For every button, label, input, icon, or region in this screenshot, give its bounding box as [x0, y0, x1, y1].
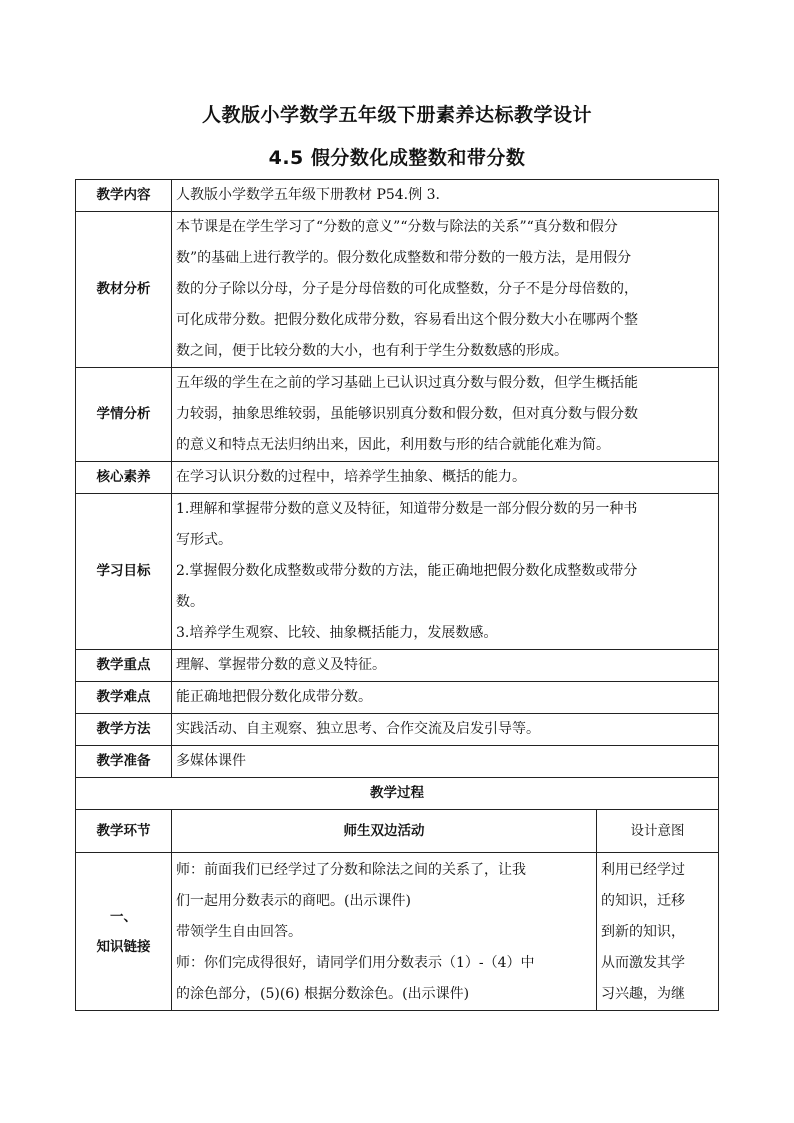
process-title: 教学过程 — [76, 778, 719, 810]
row-content — [172, 180, 719, 212]
content-line: 可化成带分数。把假分数化成带分数，容易看出这个假分数大小在哪两个整 — [176, 312, 638, 328]
row-label: 教学重点 — [76, 650, 172, 682]
info-row — [76, 494, 719, 650]
activity-cell — [172, 853, 597, 1011]
row-content — [172, 650, 719, 682]
content-line: 2.掌握假分数化成整数或带分数的方法，能正确地把假分数化成整数或带分 — [176, 563, 638, 579]
row-label: 教学准备 — [76, 746, 172, 778]
content-line: 人教版小学数学五年级下册教材 P54.例 3. — [176, 187, 440, 203]
content-line: 数”的基础上进行教学的。假分数化成整数和带分数的一般方法，是用假分 — [176, 250, 632, 266]
row-label: 教学方法 — [76, 714, 172, 746]
stage-number: 一、 — [110, 908, 137, 925]
content-line: 1.理解和掌握带分数的意义及特征，知道带分数是一部分假分数的另一种书 — [176, 501, 638, 517]
content-line: 3.培养学生观察、比较、抽象概括能力，发展数感。 — [176, 625, 498, 641]
activity-line: 师：前面我们已经学过了分数和除法之间的关系了，让我 — [176, 862, 526, 878]
document-title: 人教版小学数学五年级下册素养达标教学设计 — [201, 104, 592, 126]
row-content — [172, 682, 719, 714]
process-title-row — [76, 778, 719, 810]
row-content — [172, 462, 719, 494]
content-line: 五年级的学生在之前的学习基础上已认识过真分数与假分数，但学生概括能 — [176, 375, 638, 391]
intent-line: 习兴趣，为继 — [601, 986, 685, 1002]
header-activity: 师生双边活动 — [172, 810, 597, 853]
row-content — [172, 746, 719, 778]
lesson-plan-table — [75, 179, 719, 1011]
info-row — [76, 682, 719, 714]
stage-name: 知识链接 — [96, 938, 151, 955]
info-row — [76, 714, 719, 746]
intent-line: 从而激发其学 — [601, 955, 685, 971]
row-label: 学情分析 — [76, 368, 172, 462]
row-content — [172, 212, 719, 368]
content-line: 数的分子除以分母，分子是分母倍数的可化成整数，分子不是分母倍数的， — [176, 281, 638, 297]
stage-cell — [76, 853, 172, 1011]
info-row — [76, 368, 719, 462]
content-line: 数。 — [176, 594, 204, 610]
content-line: 数之间，便于比较分数的大小，也有利于学生分数数感的形成。 — [176, 343, 568, 359]
content-line: 的意义和特点无法归纳出来，因此，利用数与形的结合就能化难为简。 — [176, 437, 610, 453]
row-label: 教学内容 — [76, 180, 172, 212]
content-line: 理解、掌握带分数的意义及特征。 — [176, 657, 386, 673]
row-content — [172, 494, 719, 650]
row-label: 学习目标 — [76, 494, 172, 650]
content-line: 多媒体课件 — [176, 753, 246, 769]
intent-line: 的知识，迁移 — [601, 893, 685, 909]
activity-line: 带领学生自由回答。 — [176, 924, 302, 940]
activity-line: 师：你们完成得很好，请同学们用分数表示（1）-（4）中 — [176, 955, 535, 971]
intent-line: 利用已经学过 — [601, 862, 685, 878]
info-row — [76, 180, 719, 212]
content-line: 实践活动、自主观察、独立思考、合作交流及启发引导等。 — [176, 721, 540, 737]
info-row — [76, 746, 719, 778]
activity-line: 的涂色部分，(5)(6) 根据分数涂色。(出示课件) — [176, 986, 470, 1002]
row-label: 核心素养 — [76, 462, 172, 494]
header-intent: 设计意图 — [597, 810, 719, 853]
content-line: 力较弱，抽象思维较弱，虽能够识别真分数和假分数，但对真分数与假分数 — [176, 406, 638, 422]
content-line: 本节课是在学生学习了“分数的意义”“分数与除法的关系”“真分数和假分 — [176, 219, 618, 235]
content-line: 能正确地把假分数化成带分数。 — [176, 689, 372, 705]
activity-line: 们一起用分数表示的商吧。(出示课件) — [176, 893, 411, 909]
lesson-subtitle: 4.5 假分数化成整数和带分数 — [268, 147, 526, 169]
process-stage-row — [76, 853, 719, 1011]
content-line: 在学习认识分数的过程中，培养学生抽象、概括的能力。 — [176, 469, 526, 485]
intent-cell — [597, 853, 719, 1011]
content-line: 写形式。 — [176, 532, 232, 548]
info-row — [76, 650, 719, 682]
intent-line: 到新的知识， — [601, 924, 685, 940]
row-content — [172, 368, 719, 462]
row-content — [172, 714, 719, 746]
info-row — [76, 462, 719, 494]
header-stage: 教学环节 — [76, 810, 172, 853]
process-header-row — [76, 810, 719, 853]
info-row — [76, 212, 719, 368]
row-label: 教材分析 — [76, 212, 172, 368]
row-label: 教学难点 — [76, 682, 172, 714]
